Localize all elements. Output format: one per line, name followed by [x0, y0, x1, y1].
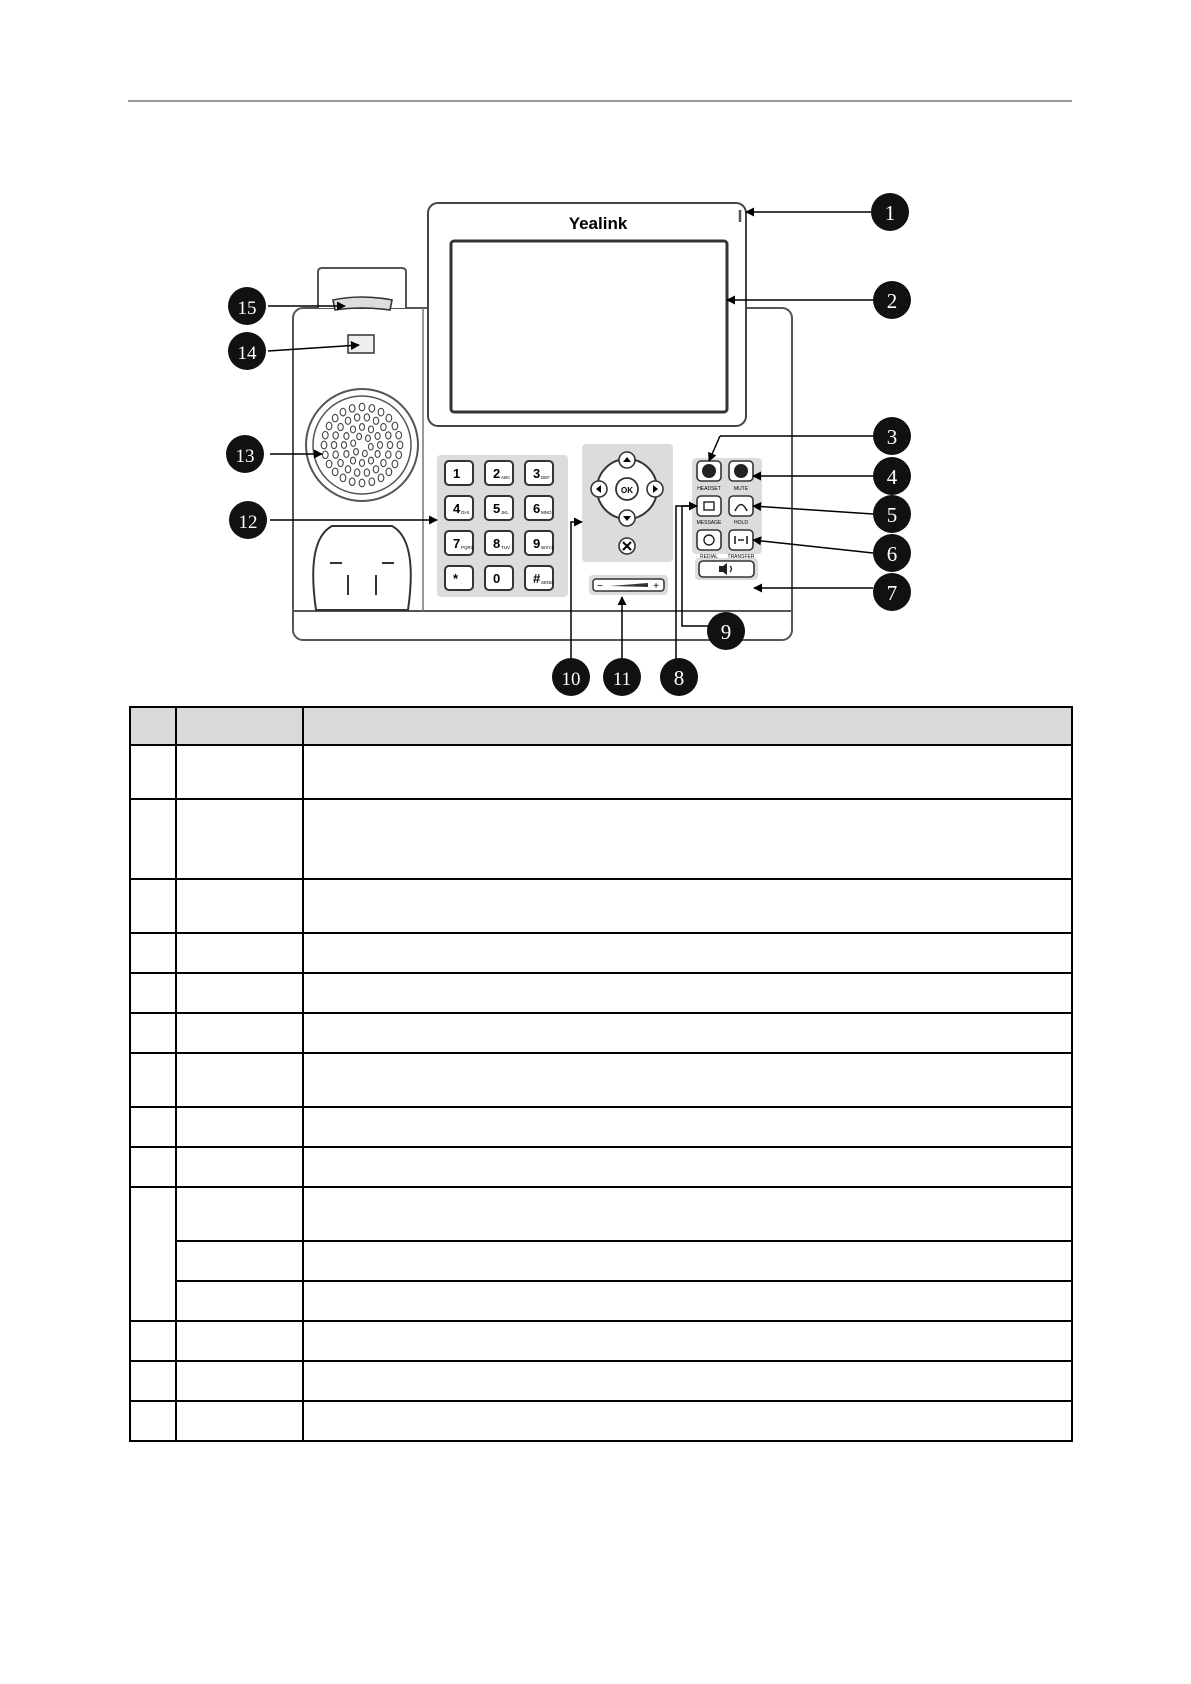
speakerphone-key[interactable]: [699, 561, 754, 577]
table-row: [130, 1187, 1072, 1241]
keypad-digit: 2: [493, 466, 501, 481]
svg-text:8: 8: [673, 666, 685, 690]
table-cell: [130, 933, 176, 973]
table-row: [130, 879, 1072, 933]
keypad-key-8[interactable]: [485, 531, 513, 555]
svg-text:13: 13: [235, 446, 255, 467]
keypad-digit: 9: [533, 536, 541, 551]
key-description-table: [129, 706, 1073, 1442]
callout-2: [873, 281, 911, 319]
table-row: [130, 1013, 1072, 1053]
svg-text:6: 6: [886, 542, 898, 566]
table-cell: [303, 1053, 1072, 1107]
headset-label: HEADSET: [697, 486, 721, 492]
table-row: [130, 745, 1072, 799]
hold-label: HOLD: [734, 520, 748, 526]
callout-5: [873, 495, 911, 533]
redial-key[interactable]: [697, 530, 721, 550]
keypad: [437, 455, 568, 597]
keypad-key-3[interactable]: [525, 461, 553, 485]
feature-keys: [692, 458, 762, 580]
keypad-letters: MNO: [541, 510, 552, 515]
keypad-digit: 1: [453, 466, 461, 481]
callout-3: [873, 417, 911, 455]
svg-text:11: 11: [612, 669, 632, 690]
table-cell: [176, 1241, 303, 1281]
keypad-digit: 3: [533, 466, 541, 481]
keypad-key-7[interactable]: [445, 531, 474, 555]
keypad-digit: 7: [453, 536, 461, 551]
table-cell: [176, 1147, 303, 1187]
mute-label: MUTE: [733, 486, 749, 492]
keypad-letters: JKL: [501, 510, 509, 515]
keypad-key-9[interactable]: [525, 531, 554, 555]
table-cell: [176, 1013, 303, 1053]
svg-text:10: 10: [561, 669, 581, 690]
svg-text:2: 2: [886, 289, 898, 313]
callout-13: [226, 435, 264, 473]
svg-text:14: 14: [237, 343, 257, 364]
header-no: [130, 707, 176, 745]
keypad-digit: 6: [533, 501, 541, 516]
svg-text:12: 12: [238, 512, 258, 533]
keypad-key-5[interactable]: [485, 496, 513, 520]
keypad-key-1[interactable]: [445, 461, 473, 485]
callout-11: [603, 658, 641, 696]
keypad-digit: #: [533, 571, 541, 586]
table-cell: [303, 1321, 1072, 1361]
message-label: MESSAGE: [696, 520, 722, 526]
header-description: [303, 707, 1072, 745]
svg-text:1: 1: [884, 201, 896, 225]
table-cell: [303, 1187, 1072, 1241]
keypad-letters: DEF: [541, 475, 550, 480]
table-cell: [303, 1401, 1072, 1441]
svg-text:4: 4: [886, 465, 898, 489]
table-cell: [130, 1321, 176, 1361]
table-cell: [130, 745, 176, 799]
table-cell: [130, 1013, 176, 1053]
callout-6: [873, 534, 911, 572]
speaker-grill: [306, 389, 418, 501]
table-cell: [130, 879, 176, 933]
keypad-key-6[interactable]: [525, 496, 553, 520]
keypad-letters: .: [461, 580, 463, 585]
keypad-digit: *: [453, 571, 459, 586]
table-row: [130, 1361, 1072, 1401]
table-cell: [176, 933, 303, 973]
volume-plus: +: [653, 581, 659, 592]
table-row: [130, 1107, 1072, 1147]
callout-15: [228, 287, 266, 325]
table-cell: [130, 1401, 176, 1441]
table-cell: [303, 1107, 1072, 1147]
table-cell: [176, 1281, 303, 1321]
table-cell: [130, 1107, 176, 1147]
table-cell: [176, 973, 303, 1013]
table-row: [130, 1053, 1072, 1107]
callout-10: [552, 658, 590, 696]
callout-8: [660, 658, 698, 696]
table-row: [130, 1321, 1072, 1361]
table-cell: [303, 1147, 1072, 1187]
table-cell: [130, 973, 176, 1013]
svg-text:3: 3: [886, 425, 898, 449]
table-cell: [303, 1281, 1072, 1321]
keypad-key-2[interactable]: [485, 461, 513, 485]
callout-14: [228, 332, 266, 370]
table-cell: [176, 1401, 303, 1441]
table-cell: [303, 1361, 1072, 1401]
svg-text:15: 15: [237, 298, 257, 319]
navigation-cluster: [582, 444, 673, 562]
table-cell: [303, 1013, 1072, 1053]
callout-7: [873, 573, 911, 611]
table-cell: [176, 1361, 303, 1401]
table-cell: [130, 1053, 176, 1107]
display-housing: [428, 203, 746, 426]
table-row: [130, 933, 1072, 973]
svg-text:7: 7: [886, 581, 898, 605]
callout-4: [873, 457, 911, 495]
keypad-letters: ABC: [501, 475, 511, 480]
table-row: [130, 1241, 1072, 1281]
keypad-letters: TUV: [501, 545, 510, 550]
table-header-row: [130, 707, 1072, 745]
keypad-letters: GHI: [461, 510, 470, 515]
table-cell: [303, 1241, 1072, 1281]
table-cell: [130, 1147, 176, 1187]
table-cell: [303, 933, 1072, 973]
callout-9: [707, 612, 745, 650]
brand-logo: Yealink: [568, 214, 628, 233]
keypad-key-pound[interactable]: [525, 566, 554, 590]
hold-key[interactable]: [729, 496, 753, 516]
table-row: [130, 1401, 1072, 1441]
svg-text:9: 9: [720, 620, 732, 644]
header-item: [176, 707, 303, 745]
keypad-letters: PQRS: [461, 545, 474, 550]
transfer-label: TRANSFER: [727, 554, 755, 560]
table-row: [130, 1281, 1072, 1321]
keypad-letters: SEND: [541, 580, 554, 585]
table-cell: [176, 1107, 303, 1147]
phone-diagram: [0, 0, 1191, 700]
table-cell: [130, 799, 176, 879]
table-row: [130, 799, 1072, 879]
redial-label: REDIAL: [699, 554, 719, 560]
volume-minus: −: [597, 581, 603, 592]
table-cell: [130, 1187, 176, 1321]
ok-key-label: OK: [621, 486, 633, 495]
message-key[interactable]: [697, 496, 721, 516]
table-cell: [176, 1053, 303, 1107]
table-row: [130, 1147, 1072, 1187]
table-cell: [303, 879, 1072, 933]
keypad-key-star[interactable]: [445, 566, 473, 590]
svg-text:5: 5: [886, 503, 898, 527]
handset-rest: [313, 526, 411, 610]
table-cell: [176, 1321, 303, 1361]
keypad-key-0[interactable]: [485, 566, 513, 590]
table-cell: [303, 973, 1072, 1013]
phone-figure: [0, 0, 1191, 700]
keypad-digit: 8: [493, 536, 501, 551]
table-cell: [176, 799, 303, 879]
keypad-digit: 4: [453, 501, 461, 516]
callout-12: [229, 501, 267, 539]
headset-key[interactable]: [697, 461, 721, 481]
table-cell: [303, 799, 1072, 879]
table-row: [130, 973, 1072, 1013]
table-cell: [176, 745, 303, 799]
table-cell: [303, 745, 1072, 799]
keypad-digit: 0: [493, 571, 501, 586]
volume-key[interactable]: [589, 575, 668, 595]
callout-1: [871, 193, 909, 231]
table-cell: [130, 1361, 176, 1401]
keypad-key-4[interactable]: [445, 496, 473, 520]
table-cell: [176, 879, 303, 933]
table-cell: [176, 1187, 303, 1241]
mute-key[interactable]: [729, 461, 753, 481]
keypad-digit: 5: [493, 501, 501, 516]
keypad-letters: WXYZ: [541, 545, 554, 550]
transfer-key[interactable]: [729, 530, 753, 550]
